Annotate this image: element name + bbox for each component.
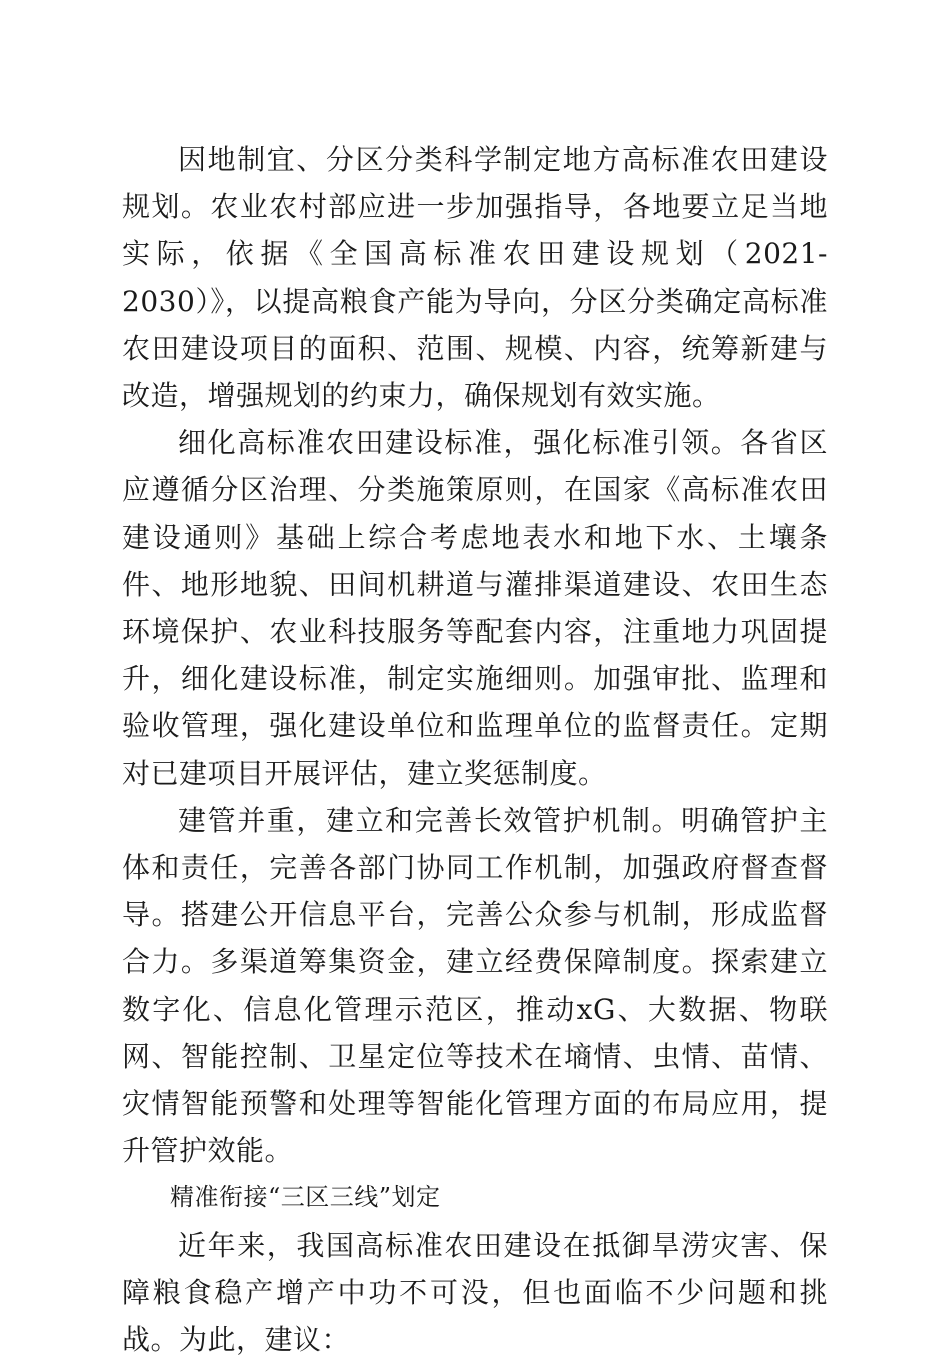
paragraph-construction-standards: 细化高标准农田建设标准，强化标准引领。各省区应遵循分区治理、分类施策原则，在国家《高标准农田建设通则》基础上综合考虑地表水和地下水、土壤条件、地形地貌、田间机耕道与灌排渠道建设、农田生态环境保护、农业科技服务等配套内容，注重地力巩固提升，细化建设标准，制定实施细则。加强审批、监理和验收管理，强化建设单位和监理单位的监督责任。定期对已建项目开展评估，建立奖惩制度。 — [122, 426, 828, 790]
section-heading: 精准衔接“三区三线”划定 — [170, 1183, 441, 1212]
paragraph-management-mechanism: 建管并重，建立和完善长效管护机制。明确管护主体和责任，完善各部门协同工作机制，加强政府督查督导。搭建公开信息平台，完善公众参与机制，形成监督合力。多渠道筹集资金，建立经费保障制度。探索建立数字化、信息化管理示范区，推动xG、大数据、物联网、智能控制、卫星定位等技术在墒情、虫情、苗情、灾情智能预警和处理等智能化管理方面的布局应用，提升管护效能。 — [122, 803, 828, 1168]
document-body — [122, 136, 828, 1363]
paragraph-farmland-planning: 因地制宜、分区分类科学制定地方高标准农田建设规划。农业农村部应进一步加强指导，各地要立足当地实际，依据《全国高标准农田建设规划（2021-2030）》，以提高粮食产能为导向，分区分类确定高标准农田建设项目的面积、范围、规模、内容，统筹新建与改造，增强规划的约束力，确保规划有效实施。 — [122, 143, 828, 413]
paragraph-recommendation-intro: 近年来，我国高标准农田建设在抵御旱涝灾害、保障粮食稳产增产中功不可没，但也面临不少问题和挑战。为此，建议： — [122, 1228, 828, 1357]
